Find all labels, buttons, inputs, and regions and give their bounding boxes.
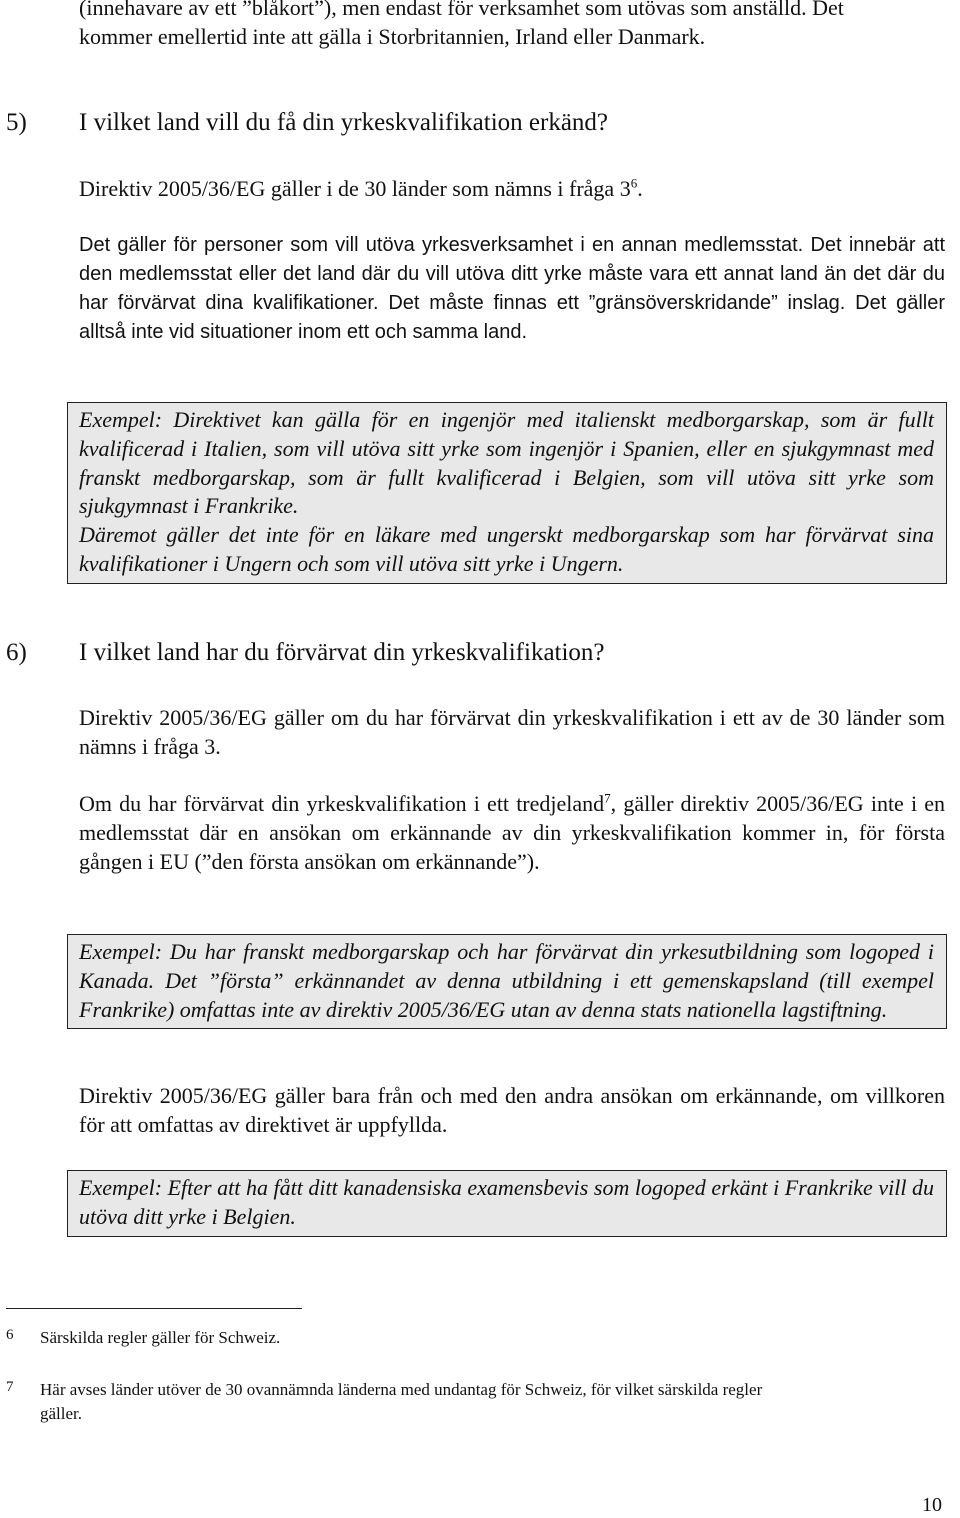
- section-6-paragraph-1: Direktiv 2005/36/EG gäller om du har förvärvat din yrkeskvalifikation i ett av de 30 länder som nämns i fråga 3.: [79, 705, 945, 759]
- section-6-example-2-text: Exempel: Efter att ha fått ditt kanadensiska examensbevis som logoped erkänt i Frankrike vill du utöva ditt yrke i Belgien.: [79, 1175, 934, 1229]
- section-6-paragraph-3: Direktiv 2005/36/EG gäller bara från och med den andra ansökan om erkännande, om villkoren för att omfattas av direktivet är uppfyllda.: [79, 1083, 945, 1137]
- section-5-number: 5): [6, 109, 27, 136]
- section-6-example-1-text: Exempel: Du har franskt medborgarskap och har förvärvat din yrkesutbildning som logoped i Kanada. Det ”första” erkännandet av denna utbildning i ett gemenskapsland (till exempel Frankrike) omfattas inte av direktiv 2005/36/EG utan av denna stats nationella lagstiftning.: [79, 939, 934, 1022]
- section-6-number: 6): [6, 639, 27, 666]
- footnote-7-line1: Här avses länder utöver de 30 ovannämnda länderna med undantag för Schweiz, för vilket särskilda regler: [40, 1380, 763, 1399]
- footnote-7-line2: gäller.: [40, 1404, 83, 1423]
- section-5-heading: [6, 108, 946, 138]
- top-paragraph: [79, 0, 945, 52]
- footnote-separator: [6, 1308, 302, 1309]
- top-paragraph-line2: kommer emellertid inte att gälla i Storbritannien, Irland eller Danmark.: [79, 23, 706, 49]
- section-5-example-paragraph-1: Exempel: Direktivet kan gälla för en ingenjör med italienskt medborgarskap, som är fullt kvalificerad i Italien, som vill utöva sitt yrke som ingenjör i Spanien, eller en sjukgymnast med franskt medborgarskap, som är fullt kvalificerad i Belgien, som vill utöva sitt yrke som sjukgymnast i Frankrike.: [79, 407, 934, 519]
- section-5-example-box: [67, 402, 947, 584]
- section-5-example-paragraph-2: Däremot gäller det inte för en läkare med ungerskt medborgarskap som har förvärvat sina kvalifikationer i Ungern och som vill utöva sitt yrke i Ungern.: [79, 522, 934, 576]
- section-6-paragraph-2: [79, 790, 945, 876]
- section-5-paragraph-2: Det gäller för personer som vill utöva yrkesverksamhet i en annan medlemsstat. Det innebär att den medlemsstat eller det land där du vill utöva ditt yrke måste vara ett annat land än det där du har förvärvat dina kvalifikationer. Det måste finnas ett ”gränsöverskridande” inslag. Det gäller alltså inte vid situationer inom ett och samma land.: [79, 234, 945, 343]
- section-6-example-box-1: [67, 934, 947, 1029]
- footnote-ref-6: 6: [630, 175, 638, 191]
- section-5-paragraph-1-end: .: [637, 176, 643, 201]
- footnote-7-mark: 7: [6, 1379, 14, 1395]
- section-6-title: I vilket land har du förvärvat din yrkeskvalifikation?: [79, 639, 605, 666]
- section-6-heading: [6, 638, 946, 668]
- section-5-paragraph-1: [79, 175, 945, 204]
- page-number: 10: [922, 1494, 942, 1516]
- footnote-6-mark: 6: [6, 1327, 14, 1343]
- section-5-title: I vilket land vill du få din yrkeskvalifikation erkänd?: [79, 109, 609, 136]
- section-5-paragraph-1-text: Direktiv 2005/36/EG gäller i de 30 länder som nämns i fråga 3: [79, 176, 631, 201]
- footnote-ref-7: 7: [604, 790, 611, 806]
- section-6-paragraph-2-end: , gäller direktiv 2005/36/EG inte i en medlemsstat där en ansökan om erkännande av din yrkeskvalifikation kommer in, för första gången i EU (”den första ansökan om erkännande”).: [79, 791, 946, 874]
- footnote-6-text: Särskilda regler gäller för Schweiz.: [40, 1328, 281, 1347]
- footnote-7: [6, 1375, 948, 1426]
- section-6-example-box-2: [67, 1170, 947, 1237]
- section-6-paragraph-2-start: Om du har förvärvat din yrkeskvalifikation i ett tredjeland: [79, 791, 605, 816]
- top-paragraph-line1: (innehavare av ett ”blåkort”), men endast för verksamhet som utövas som anställd. Det: [79, 0, 844, 20]
- footnote-6: [6, 1323, 948, 1350]
